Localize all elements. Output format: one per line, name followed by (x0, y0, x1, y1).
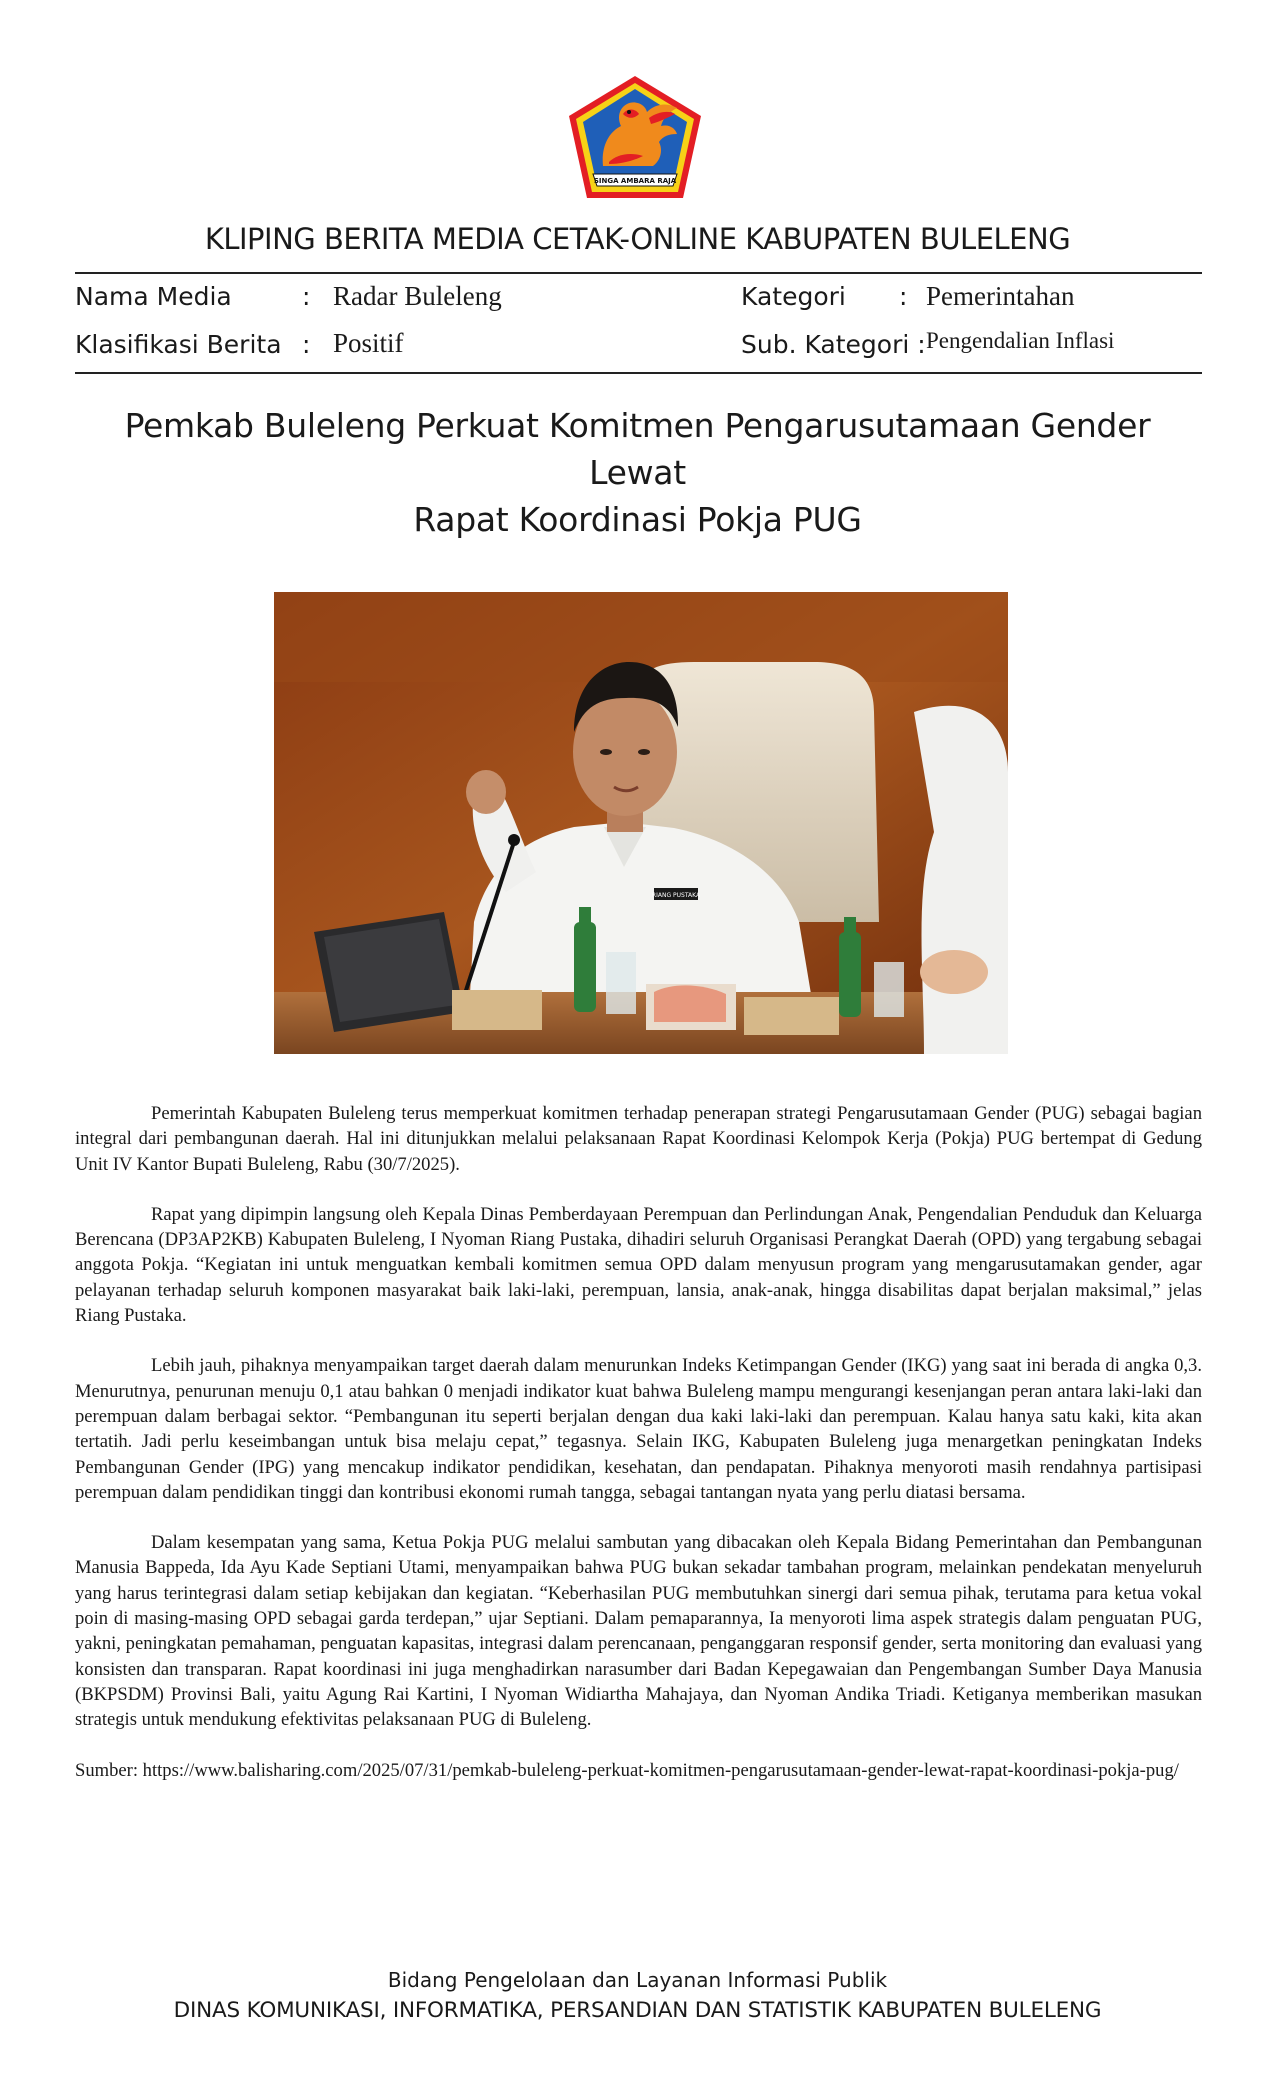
media-value: Radar Buleleng (333, 281, 502, 311)
top-divider (75, 272, 1202, 274)
category-label: Kategori (741, 282, 846, 311)
article-body (75, 1101, 1202, 1808)
article-paragraph: Lebih jauh, pihaknya menyampaikan target daerah dalam menurunkan Indeks Ketimpangan Gender (IKG) yang saat ini berada di angka 0,3. Menurutnya, penurunan menuju 0,1 atau bahkan 0 menjadi indikator kuat bahwa Buleleng mampu mengurangi kesenjangan peran antara laki-laki dan perempuan dalam berbagai sektor. “Pembangunan itu seperti berjalan dengan dua kaki laki-laki dan perempuan. Kalau hanya satu kaki, kita akan tertatih. Jadi perlu keseimbangan untuk bisa melaju cepat,” tegasnya. Selain IKG, Kabupaten Buleleng juga menargetkan peningkatan Indeks Pembangunan Gender (IPG) yang mencakup indikator pendidikan, kesehatan, dan pendapatan. Pihaknya menyoroti masih rendahnya partisipasi perempuan dalam pendidikan tinggi dan kontribusi ekonomi rumah tangga, sebagai tantangan nyata yang perlu diatasi bersama. (75, 1355, 1202, 1503)
article-source: Sumber: https://www.balisharing.com/2025/07/31/pemkab-buleleng-perkuat-komitmen-pengarusutamaan-gender-lewat-rapat-koordinasi-pokja-pug/ (75, 1759, 1179, 1781)
media-colon: : (302, 282, 311, 311)
article-paragraph: Rapat yang dipimpin langsung oleh Kepala Dinas Pemberdayaan Perempuan dan Perlindungan Anak, Pengendalian Penduduk dan Keluarga Berencana (DP3AP2KB) Kabupaten Buleleng, I Nyoman Riang Pustaka, dihadiri seluruh Organisasi Perangkat Daerah (OPD) yang tergabung sebagai anggota Pokja. “Kegiatan ini untuk menguatkan kembali komitmen semua OPD dalam menyusun program yang mengarusutamakan gender, agar pelayanan terhadap seluruh komponen masyarakat baik laki-laki, perempuan, lansia, anak-anak, hingga disabilitas dapat berjalan maksimal,” jelas Riang Pustaka. (75, 1203, 1202, 1327)
category-value: Pemerintahan (926, 281, 1075, 311)
article-photo (274, 592, 1008, 1054)
clipping-title: KLIPING BERITA MEDIA CETAK-ONLINE KABUPATEN BULELENG (204, 222, 1071, 256)
classification-label: Klasifikasi Berita (75, 330, 282, 359)
article-paragraph: Pemerintah Kabupaten Buleleng terus memperkuat komitmen terhadap penerapan strategi Pengarusutamaan Gender (PUG) sebagai bagian integral dari pembangunan daerah. Hal ini ditunjukkan melalui pelaksanaan Rapat Koordinasi Kelompok Kerja (Pokja) PUG bertempat di Gedung Unit IV Kantor Bupati Buleleng, Rabu (30/7/2025). (75, 1103, 1202, 1175)
subcategory-value: Pengendalian Inflasi (926, 328, 1115, 353)
headline-line-1: Pemkab Buleleng Perkuat Komitmen Pengarusutamaan Gender Lewat (124, 406, 1151, 492)
subcategory-label: Sub. Kategori : (741, 330, 926, 359)
footer-division: Bidang Pengelolaan dan Layanan Informasi Publik (387, 1968, 888, 1992)
headline-line-2: Rapat Koordinasi Pokja PUG (413, 500, 862, 539)
category-colon: : (899, 282, 908, 311)
photo-name-tag: RIANG PUSTAKA (651, 892, 701, 899)
bottom-divider (75, 372, 1202, 374)
classification-colon: : (302, 330, 311, 359)
article-headline (75, 402, 1200, 543)
article-paragraph: Dalam kesempatan yang sama, Ketua Pokja PUG melalui sambutan yang dibacakan oleh Kepala Bidang Pemerintahan dan Pembangunan Manusia Bappeda, Ida Ayu Kade Septiani Utami, menyampaikan bahwa PUG bukan sekadar tambahan program, melainkan pendekatan menyeluruh yang harus terintegrasi dalam setiap kebijakan dan kegiatan. “Keberhasilan PUG membutuhkan sinergi dari semua pihak, terutama para ketua vokal poin di masing-masing OPD sebagai garda terdepan,” ujar Septiani. Dalam pemaparannya, Ia menyoroti lima aspek strategis dalam penguatan PUG, yakni, peningkatan pemahaman, penguatan kapasitas, integrasi dalam perencanaan, penganggaran responsif gender, serta monitoring dan evaluasi yang konsisten dan transparan. Rapat koordinasi ini juga menghadirkan narasumber dari Badan Kepegawaian dan Pengembangan Sumber Daya Manusia (BKPSDM) Provinsi Bali, yaitu Agung Rai Kartini, I Nyoman Widiartha Mahajaya, dan Nyoman Andika Triadi. Ketiganya memberikan masukan strategis untuk mendukung efektivitas pelaksanaan PUG di Buleleng. (75, 1532, 1202, 1731)
footer-department: DINAS KOMUNIKASI, INFORMATIKA, PERSANDIAN DAN STATISTIK KABUPATEN BULELENG (173, 1998, 1102, 2023)
media-label: Nama Media (75, 282, 232, 311)
classification-value: Positif (333, 328, 404, 358)
logo-motto: SINGA AMBARA RAJA (593, 177, 677, 185)
buleleng-crest-logo (565, 74, 705, 200)
